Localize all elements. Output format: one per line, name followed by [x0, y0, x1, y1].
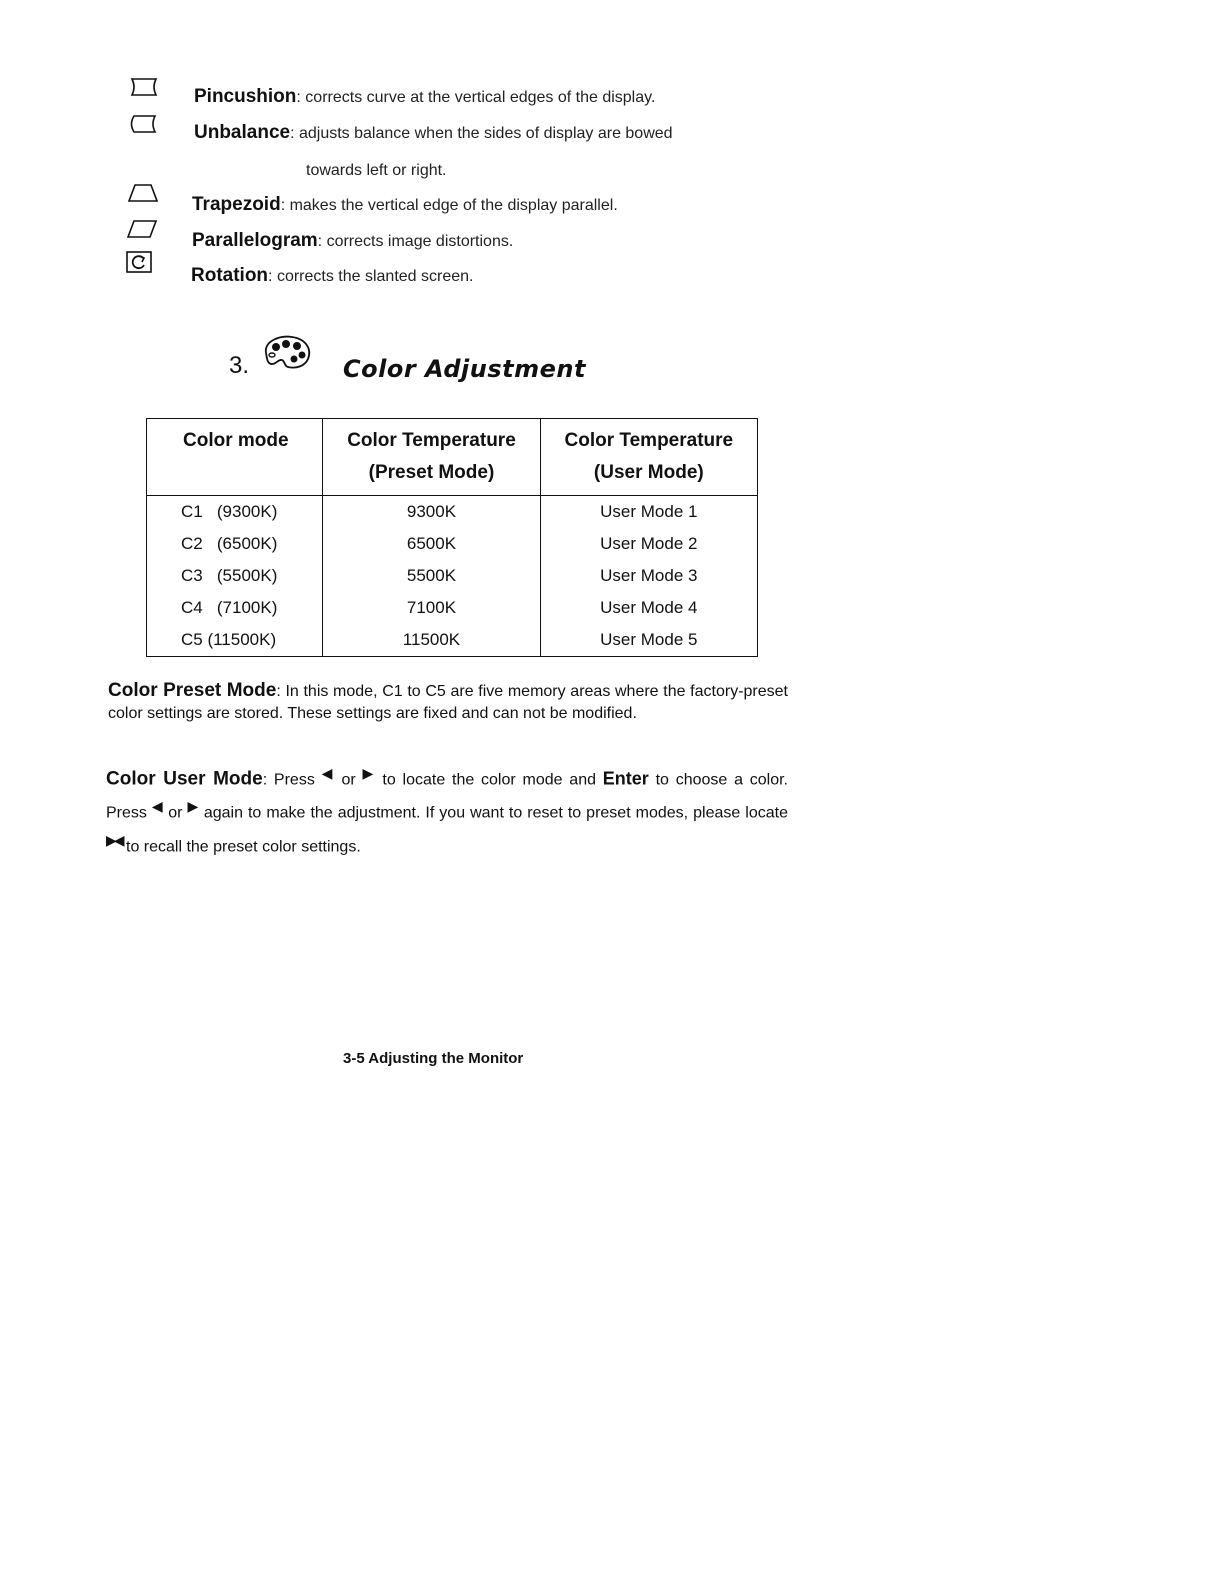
unbalance-desc: : adjusts balance when the sides of display are bowed [290, 125, 673, 142]
rotation-item [191, 265, 473, 287]
preset-mode-term: Color Preset Mode [108, 680, 277, 701]
parallelogram-term: Parallelogram [192, 230, 318, 251]
user-mode-text: or [163, 804, 188, 822]
user-mode-text: to locate the color mode and [375, 771, 603, 789]
user-mode-paragraph [106, 760, 788, 860]
user-mode-text: again to make the adjustment. If you want to reset to preset modes, please locate [198, 804, 788, 822]
preset-mode-paragraph [108, 680, 788, 725]
unbalance-icon [128, 113, 158, 135]
color-mode-table [146, 418, 758, 657]
left-arrow-icon: ◀ [321, 765, 335, 781]
parallelogram-desc: : corrects image distortions. [317, 233, 514, 250]
right-arrow-icon: ▶ [362, 765, 376, 781]
header-color-mode: Color mode [147, 419, 323, 496]
trapezoid-term: Trapezoid [192, 194, 281, 215]
enter-key-label: Enter [602, 768, 649, 789]
pincushion-icon [129, 76, 159, 98]
trapezoid-item [192, 194, 618, 216]
table-row [147, 624, 758, 657]
cell-preset-temp: 5500K [323, 560, 540, 592]
cell-preset-temp: 11500K [323, 624, 540, 657]
user-mode-text: or [334, 771, 363, 789]
unbalance-desc-continued: towards left or right. [306, 162, 447, 179]
page-footer: 3-5 Adjusting the Monitor [343, 1050, 524, 1067]
cell-user-mode: User Mode 5 [540, 624, 757, 657]
table-header-row [147, 419, 758, 496]
cell-color-mode: C3 (5500K) [147, 560, 323, 592]
rotation-term: Rotation [191, 265, 269, 286]
table-row [147, 592, 758, 624]
cell-user-mode: User Mode 1 [540, 496, 757, 529]
table-row [147, 496, 758, 529]
cell-user-mode: User Mode 4 [540, 592, 757, 624]
cell-color-mode: C2 (6500K) [147, 528, 323, 560]
pincushion-item [194, 86, 655, 108]
rotation-icon [125, 250, 153, 274]
user-mode-text: to choose a color. Press [106, 771, 788, 822]
cell-preset-temp: 9300K [323, 496, 540, 529]
cell-preset-temp: 7100K [323, 592, 540, 624]
table-row [147, 528, 758, 560]
cell-preset-temp: 6500K [323, 528, 540, 560]
user-mode-term: Color User Mode [106, 768, 263, 790]
preset-mode-text: : In this mode, C1 to C5 are five memory areas where the factory-preset color settings are stored. These settings are fixed and can not be modified. [108, 683, 788, 722]
cell-user-mode: User Mode 2 [540, 528, 757, 560]
reset-icon: ▶◀ [106, 831, 122, 848]
unbalance-term: Unbalance [194, 122, 291, 143]
trapezoid-icon [127, 182, 159, 204]
parallelogram-icon [126, 218, 158, 240]
section-number: 3. [229, 352, 250, 379]
header-preset-mode: Color Temperature (Preset Mode) [323, 419, 540, 496]
cell-color-mode: C4 (7100K) [147, 592, 323, 624]
pincushion-desc: : corrects curve at the vertical edges of the display. [296, 89, 656, 106]
trapezoid-desc: : makes the vertical edge of the display parallel. [280, 197, 618, 214]
cell-user-mode: User Mode 3 [540, 560, 757, 592]
rotation-desc: : corrects the slanted screen. [268, 268, 474, 285]
left-arrow-icon: ◀ [151, 798, 164, 815]
header-user-mode: Color Temperature (User Mode) [540, 419, 757, 496]
color-palette-icon [258, 333, 314, 373]
table-row [147, 560, 758, 592]
unbalance-item [194, 122, 673, 144]
user-mode-text: : Press [262, 771, 322, 789]
section-title: Color Adjustment [343, 355, 586, 383]
parallelogram-item [192, 230, 513, 252]
pincushion-term: Pincushion [194, 86, 297, 107]
right-arrow-icon: ▶ [187, 798, 199, 815]
user-mode-text: to recall the preset color settings. [121, 837, 361, 855]
cell-color-mode: C1 (9300K) [147, 496, 323, 529]
cell-color-mode: C5 (11500K) [147, 624, 323, 657]
